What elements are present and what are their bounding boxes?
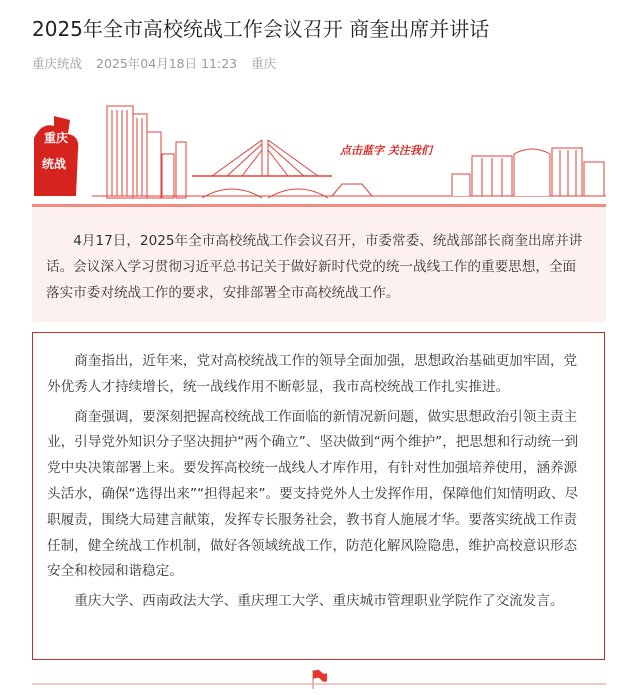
follow-cta: 点击蓝字 关注我们 <box>340 144 432 157</box>
article-body <box>47 349 587 619</box>
article-meta <box>32 54 286 72</box>
header-banner <box>32 92 606 200</box>
article-title: 2025年全市高校统战工作会议召开 商奎出席并讲话 <box>32 17 490 41</box>
intro-paragraph: 4月17日，2025年全市高校统战工作会议召开，市委常委、统战部部长商奎出席并讲话。会议深入学习贯彻习近平总书记关于做好新时代党的统一战线工作的重要思想，全面落实市委对统战工作的要求，安排部署全市高校统战工作。 <box>46 233 583 301</box>
logo-text-top: 重庆 <box>43 131 69 145</box>
logo-text-bottom: 统战 <box>41 157 67 171</box>
flag-icon <box>310 668 328 690</box>
body-paragraph-2: 商奎强调，要深刻把握高校统战工作面临的新情况新问题，做实思想政治引领主责主业，引导党外知识分子坚决拥护“两个确立”、坚决做到“两个维护”，把思想和行动统一到党中央决策部署上来。要发挥高校统一战线人才库作用，有针对性加强培养使用，涵养源头活水，确保“选得出来”“担得起来”。要支持党外人士发挥作用，保障他们知情明政、尽职履责，围绕大局建言献策，发挥专长服务社会，教书育人施展才华。要落实统战工作责任制，健全统战工作机制，做好各领域统战工作，防范化解风险隐患，维护高校意识形态安全和校园和谐稳定。 <box>47 408 579 580</box>
publish-location: 重庆 <box>251 56 277 71</box>
body-paragraph-3: 重庆大学、西南政法大学、重庆理工大学、重庆城市管理职业学院作了交流发言。 <box>74 593 564 610</box>
publish-date: 2025年04月18日 11:23 <box>96 56 238 71</box>
source-link[interactable]: 重庆统战 <box>32 56 83 71</box>
body-paragraph-1: 商奎指出，近年来，党对高校统战工作的领导全面加强，思想政治基础更加牢固，党外优秀人才持续增长，统一战线作用不断彰显，我市高校统战工作扎实推进。 <box>47 353 578 395</box>
